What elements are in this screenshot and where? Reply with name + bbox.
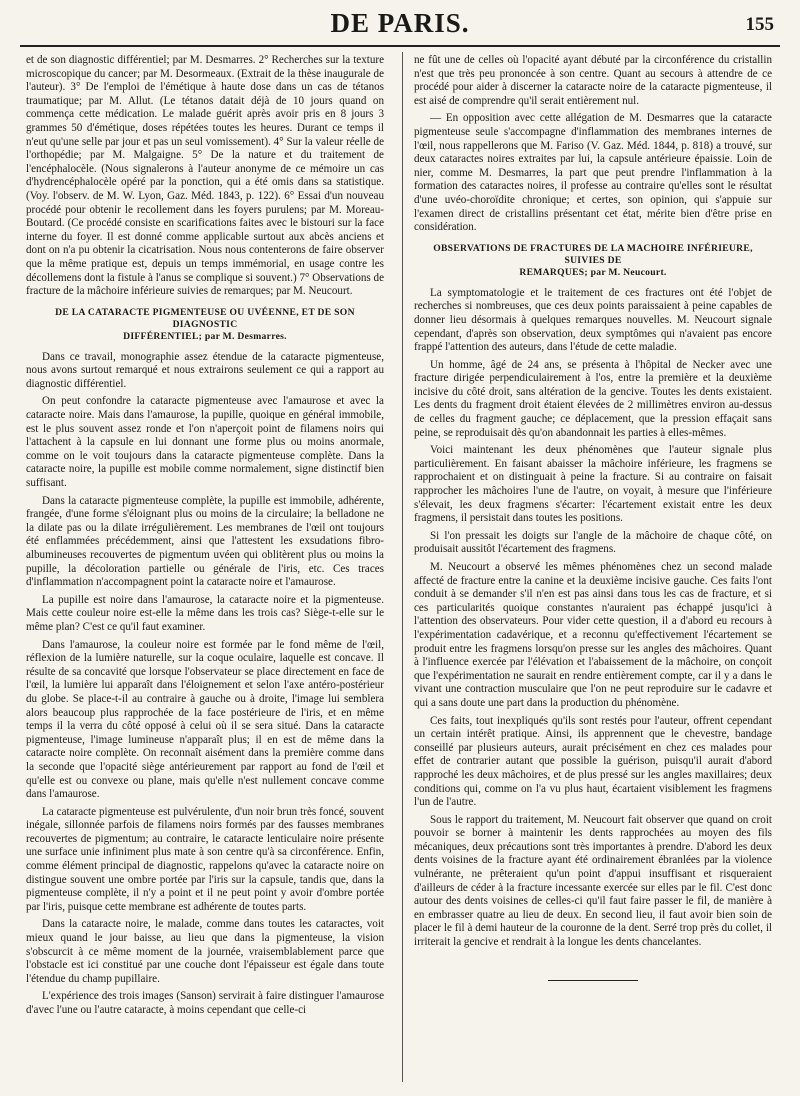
paragraph: La symptomatologie et le traitement de ces fractures ont été l'objet de recherches si nombreuses, que ces deux points paraissaient à peine capables de donner lieu désormais à quelques remarques nouvelles. M. Neucourt signale cependant, d'après son observation, deux symptômes qui n'avaient pas encore frappé l'attention des auteurs, dans l'étude de cette maladie.: [414, 286, 772, 354]
section-title-line: DIFFÉRENTIEL; par M. Desmarres.: [123, 330, 287, 342]
intro-paragraph: et de son diagnostic différentiel; par M. Desmarres. 2° Recherches sur la texture microscopique du cancer; par M. Desormeaux. (Extrait de la thèse inaugurale de l'auteur). 3° De l'emploi de l'émétique à haute dose dans un cas de tétanos traumatique; par M. Allut. (Le tétanos datait déjà de 10 jours quand on commença cette médication. Le malade guérit après avoir pris en 8 jours 3 grammes 50 d'émétique, doses répétées toutes les heures. Durant ce temps il n'eut qu'une selle par jour et pas un seul vomissement). 4° Sur la valeur réelle de l'orthopédie; par M. Malgaigne. 5° De la nature et du traitement de l'encéphalocèle. (Nous signalerons à l'auteur anonyme de ce mémoire un cas d'hydrencéphalocèle opéré par la ponction, qui a été omis dans sa statistique. (Voy. l'observ. de M. W. Lyon, Gaz. Méd. 1843, p. 122). 6° Essai d'un nouveau procédé pour obtenir le recollement dans les foyers purulens; par M. Moreau-Boutard. (Ce procédé consiste en scarifications faites avec le bistouri sur la face interne du foyer. Il est donné comme applicable surtout aux abcès anciens et dont on n'a pu obtenir la cicatrisation. Nous nous contenterons de faire observer que la même pratique est, depuis un temps immémorial, en usage contre les décollemens dont la fistule à l'anus se complique si souvent.) 7° Observations de fracture de la mâchoire inférieure suivies de remarques; par M. Neucourt.: [26, 54, 384, 298]
paragraph: Dans la cataracte pigmenteuse complète, la pupille est immobile, adhérente, frangée, d'une forme s'éloignant plus ou moins de la circulaire; la belladone ne la dilate pas ou la dilate irrégulièrement. Les membranes de l'œil ont toujours été enflammées précédemment, ainsi que l'attestent les exsudations fibro-albumineuses recouvertes de pigmentum uvéen qui oblitèrent plus ou moins la pupille, la décoloration partielle ou générale de l'iris, etc. Ces traces d'inflammation n'accompagnent point la cataracte noire et l'amaurose.: [26, 494, 384, 589]
section-title-line: OBSERVATIONS DE FRACTURES DE LA MACHOIRE INFÉRIEURE, SUIVIES DE: [433, 242, 753, 266]
left-column: [26, 54, 384, 1090]
paragraph: ne fût une de celles où l'opacité ayant débuté par la circonférence du cristallin n'est que très peu prononcée à son centre. Quant au secours à attendre de ce procédé pour aider à discerner la cataracte noire de la cataracte pigmenteuse, il est aisé de comprendre qu'il serait entièrement nul.: [414, 54, 772, 107]
paragraph: Dans l'amaurose, la couleur noire est formée par le fond même de l'œil, réflexion de la lumière naturelle, sur la coque oculaire, laquelle est concave. Il résulte de sa concavité que lorsque l'observateur se place directement en face de l'œil, la lumière lui apparaît dans l'éloignement et selon l'axe antéro-postérieur du globe. Se place-t-il au contraire à gauche ou à droite, l'image lui semblera alors beaucoup plus rapprochée de la face postérieure de l'iris, et en même temps il la verra du côté opposé à celui où il se sera situé. Dans la cataracte pigmenteuse, l'image lumineuse n'apparaît plus; il en est de même dans la cataracte noire complète. On reconnaît aisément dans la première comme dans la seconde que l'opacité siège antérieurement par rapport au fond de l'œil et qu'elle est ou convexe ou plane, mais qu'elle n'est nullement concave comme dans l'amaurose.: [26, 638, 384, 801]
paragraph: Un homme, âgé de 24 ans, se présenta à l'hôpital de Necker avec une fracture dirigée perpendiculairement à l'os, entre la première et la deuxième incisive du côté droit, sans altération de la gencive. Toutes les dents existaient. Les dents du fragment droit étaient élevées de 2 millimètres environ au-dessus de celles du fragment gauche; ce déplacement, que la pression effaçait sans peine, se reproduisait dès qu'on abandonnait les parties à elles-mêmes.: [414, 358, 772, 439]
page-header: [0, 0, 800, 44]
paragraph: M. Neucourt a observé les mêmes phénomènes chez un second malade affecté de fracture entre la canine et la deuxième incisive gauche. Ces faits l'ont conduit à se demander s'il n'en est pas ainsi dans tous les cas de fracture, et si ces particularités quoique constantes n'auraient pas échappé jusqu'ici à l'attention des observateurs. Pour vider cette question, il a d'abord eu recours à l'expérimentation cadavérique, et a reconnu qu'effectivement l'écartement se produit entre les fragmens lorsqu'on presse sur les angles des mâchoires. Quant à l'influence exercée par l'élévation et l'abaissement de la mâchoire, on conçoit que l'expérimentation ne saurait en rendre entièrement compte, car il y a dans le vivant une contraction musculaire que l'on ne peut reproduire sur le cadavre et qui a sans doute une part dans la production du phénomène.: [414, 561, 772, 709]
column-divider: [402, 52, 403, 1082]
section-title-line: DE LA CATARACTE PIGMENTEUSE OU UVÉENNE, ET DE SON DIAGNOSTIC: [55, 306, 355, 330]
section-title-cataracte: [26, 307, 384, 343]
paragraph: — En opposition avec cette allégation de M. Desmarres que la cataracte pigmenteuse seule s'accompagne d'inflammation des membranes internes de l'œil, nous rappellerons que M. Fariso (V. Gaz. Méd. 1844, p. 818) a trouvé, sur deux cataractes noires extraites par lui, la capsule antérieure épaissie. Loin de nier, comme M. Desmarres, la part que peut prendre l'inflammation à la formation des cataractes noires, il professe au contraire qu'elles sont le résultat d'une uvéo-choroïdite chronique; et certes, son opinion, qui s'appuie sur l'examen direct de cristallins présentant cet état, mérite bien d'être prise en considération.: [414, 112, 772, 234]
paragraph: L'expérience des trois images (Sanson) servirait à faire distinguer l'amaurose d'avec l'une ou l'autre cataracte, à moins cependant que celle-ci: [26, 990, 384, 1016]
paragraph: Ces faits, tout inexpliqués qu'ils sont restés pour l'auteur, offrent cependant un certain intérêt pratique. Ainsi, ils apprennent que le chevestre, bandage conseillé par plusieurs auteurs, aurait précisément en chez ces malades pour effet de contrarier autant que possible la guérison, puisqu'il aurait d'abord rapproché les deux mâchoires, et de plus pressé sur les angles maxillaires; deux conditions qui, comme on l'a vu plus haut, écartaient visiblement les fragmens l'un de l'autre.: [414, 714, 772, 809]
section-title-fractures: [414, 243, 772, 279]
right-column: [414, 54, 772, 1090]
paragraph: Dans la cataracte noire, le malade, comme dans toutes les cataractes, voit mieux quand le jour baisse, au lieu que dans la pigmenteuse, la vision s'obscurcit à ce même moment de la journée, vraisemblablement parce que l'obstacle est ici constitué par une couche dont l'épaisseur est égale dans toute l'étendue du champ pupillaire.: [26, 918, 384, 985]
page-number: 155: [745, 14, 774, 35]
paragraph: La cataracte pigmenteuse est pulvérulente, d'un noir brun très foncé, souvent inégale, sillonnée parfois de filamens noirs formés par des fausses membranes recouvertes de pigmentum; au contraire, le cataracte lenticulaire noire présente une surface unie infiniment plus mate à son centre qu'à sa circonférence. Enfin, comme élément principal de diagnostic, rappelons qu'avec la cataracte noire on distingue souvent une ombre portée par l'iris sur la capsule, tandis que, dans la pigmenteuse complète, il n'y a point et il ne peut point y avoir d'ombre portée par l'iris, puisque cette membrane est adhérente de toutes parts.: [26, 805, 384, 913]
paragraph: Sous le rapport du traitement, M. Neucourt fait observer que quand on croit pouvoir se borner à maintenir les dents rapprochées au moyen des fils mécaniques, deux précautions sont très importantes à prendre. D'abord les deux dents voisines de la fracture ayant été ordinairement ébranlées par la violence vulnérante, ne prêteraient qu'un point d'appui insuffisant et risqueraient d'ailleurs de céder à la fracture incessante exercée sur elles par le fil. C'est donc autour des dents voisines de celles-ci qu'il faut faire passer le fil, de manière à en embrasser quatre au lieu de deux. En second lieu, il faut avoir bien soin de placer le fil à demi hauteur de la couronne de la dent. Serré trop près du collet, il irriterait la gencive et rendrait à la longue les dents chancelantes.: [414, 813, 772, 949]
paragraph: Si l'on pressait les doigts sur l'angle de la mâchoire de chaque côté, on produisait aussitôt l'écartement des fragmens.: [414, 529, 772, 556]
end-rule: [548, 980, 638, 981]
header-rule: [20, 45, 780, 47]
section-title-line: REMARQUES; par M. Neucourt.: [519, 266, 667, 278]
paragraph: Voici maintenant les deux phénomènes que l'auteur signale plus particulièrement. En faisant abaisser la mâchoire inférieure, les fragmens se rapprochaient et on distinguait à peine la fracture. Si au contraire on faisait rapprocher les mâchoires l'une de l'autre, on voyait, à mesure que l'inférieure s'élevait, les deux fragmens s'écarter: l'écartement existait entre les deux fragmens, il persistait dans toutes les positions.: [414, 444, 772, 525]
paragraph: La pupille est noire dans l'amaurose, la cataracte noire et la pigmenteuse. Mais cette couleur noire est-elle la même dans les trois cas? Siège-t-elle sur le même plan? C'est ce qu'il faut examiner.: [26, 593, 384, 633]
paragraph: On peut confondre la cataracte pigmenteuse avec l'amaurose et avec la cataracte noire. Mais dans l'amaurose, la pupille, quoique en général immobile, est le plus souvent assez ronde et l'on n'aperçoit point de filamens noirs qui l'attachent à la capsule en lui donnant une forme plus ou moins anormale, comme on le voit toujours dans la cataracte pigmenteuse complète. Dans la cataracte noire, la pupille est mobile comme normalement, signe distinctif bien suffisant.: [26, 395, 384, 490]
page-title: DE PARIS.: [330, 8, 470, 38]
paragraph: Dans ce travail, monographie assez étendue de la cataracte pigmenteuse, nous avons surtout remarqué et nous extrairons seulement ce qui a rapport au diagnostic différentiel.: [26, 350, 384, 390]
